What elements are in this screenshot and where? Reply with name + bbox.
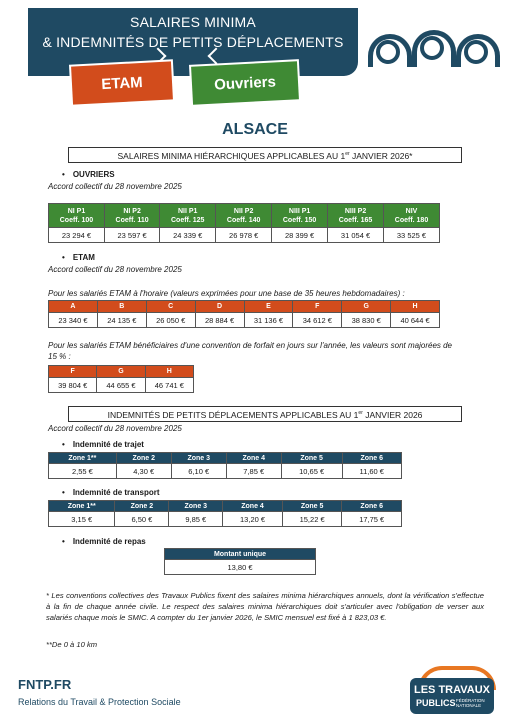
ouvriers-col-header: NII P1 Coeff. 125 [160, 204, 216, 228]
etam-forfait-value: 39 804 € [49, 378, 97, 393]
etam-forfait-value: 44 655 € [97, 378, 145, 393]
footer-subtitle: Relations du Travail & Protection Sociale [18, 697, 181, 707]
ouvriers-table [48, 203, 440, 243]
etam-table [48, 300, 440, 328]
transport-col-header: Zone 3 [169, 501, 223, 512]
etam-value: 31 136 € [244, 313, 293, 328]
tab-ouvriers: Ouvriers [191, 61, 299, 104]
ouvriers-value: 28 399 € [272, 228, 328, 243]
etam-col-header: B [97, 301, 146, 313]
footnote-star: * Les conventions collectives des Travaux Publics fixent des salaires minima hiérarchiques annuels, dont la vérification s'effectue à la fin de chaque année civile. Le respect des salaires minima hiérarchiques doit s'articuler avec l'obligation de verser aux salariés chaque mois le SMIC. A compter du 1er janvier 2026, le SMIC mensuel est fixé à 1 823,03 €. [46, 591, 484, 622]
person-head-icon [376, 40, 400, 64]
logo-text-line3: FÉDÉRATION NATIONALE [456, 698, 485, 708]
trajet-col-header: Zone 5 [281, 453, 342, 464]
trajet-col-header: Zone 1** [49, 453, 117, 464]
trajet-value: 10,65 € [281, 464, 342, 479]
repas-value: 13,80 € [165, 560, 316, 575]
transport-col-header: Zone 6 [342, 501, 402, 512]
etam-value: 40 644 € [391, 313, 440, 328]
trajet-value: 6,10 € [171, 464, 226, 479]
salaires-title-a: SALAIRES MINIMA HIÉRARCHIQUES APPLICABLES AU 1 [117, 150, 346, 161]
etam-forfait-col-header: H [145, 366, 193, 378]
indemnites-title-a: INDEMNITÉS DE PETITS DÉPLACEMENTS APPLICABLES AU 1 [107, 409, 359, 420]
etam-value: 23 340 € [49, 313, 98, 328]
etam-forfait-value-row [49, 378, 194, 393]
etam-value: 34 612 € [293, 313, 342, 328]
transport-value: 17,75 € [342, 512, 402, 527]
ouvriers-col-header: NIV Coeff. 180 [384, 204, 440, 228]
etam-col-header: A [49, 301, 98, 313]
etam-forfait-table [48, 365, 194, 393]
etam-forfait-intro-2: 15 % : [48, 352, 71, 361]
transport-col-header: Zone 4 [223, 501, 283, 512]
etam-forfait-col-header: F [49, 366, 97, 378]
trajet-col-header: Zone 4 [226, 453, 281, 464]
ouvriers-value-row [49, 228, 440, 243]
footer-site-link[interactable]: FNTP.FR [18, 677, 72, 692]
etam-forfait-header-row [49, 366, 194, 378]
ouvriers-value: 33 525 € [384, 228, 440, 243]
trajet-value: 11,60 € [342, 464, 402, 479]
trajet-table [48, 452, 402, 479]
etam-col-header: H [391, 301, 440, 313]
indemnites-title-sup: er [358, 410, 363, 416]
repas-heading: • Indemnité de repas [62, 537, 146, 546]
footnote-zone: **De 0 à 10 km [46, 640, 98, 649]
ouvriers-col-header: NI P2 Coeff. 110 [104, 204, 159, 228]
header-title-line1: SALAIRES MINIMA [130, 14, 256, 30]
ouvriers-accord: Accord collectif du 28 novembre 2025 [48, 182, 182, 191]
etam-col-header: C [146, 301, 195, 313]
etam-value-row [49, 313, 440, 328]
person-head-icon [464, 40, 488, 64]
ouvriers-value: 23 597 € [104, 228, 159, 243]
salaires-title-sup: er [345, 151, 350, 157]
ouvriers-header-row [49, 204, 440, 228]
ouvriers-col-header: NII P2 Coeff. 140 [216, 204, 272, 228]
ouvriers-heading: • OUVRIERS [62, 170, 115, 179]
tab-etam: ETAM [71, 61, 173, 104]
logo-text-line2: PUBLICS [416, 698, 456, 708]
transport-value: 15,22 € [282, 512, 342, 527]
trajet-col-header: Zone 6 [342, 453, 402, 464]
transport-heading: • Indemnité de transport [62, 488, 160, 497]
etam-forfait-intro-1: Pour les salariés ETAM bénéficiaires d'une convention de forfait en jours sur l'année, les valeurs sont majorées de [48, 341, 453, 350]
etam-value: 38 830 € [342, 313, 391, 328]
etam-header-row [49, 301, 440, 313]
ouvriers-col-header: NIII P1 Coeff. 150 [272, 204, 328, 228]
trajet-value: 7,85 € [226, 464, 281, 479]
ouvriers-col-header: NIII P2 Coeff. 165 [328, 204, 384, 228]
transport-value: 9,85 € [169, 512, 223, 527]
ouvriers-value: 23 294 € [49, 228, 105, 243]
indemnites-title-b: JANVIER 2026 [362, 409, 423, 420]
trajet-value-row [49, 464, 402, 479]
etam-col-header: E [244, 301, 293, 313]
transport-value: 13,20 € [223, 512, 283, 527]
indemnites-accord: Accord collectif du 28 novembre 2025 [48, 424, 182, 433]
transport-table [48, 500, 402, 527]
etam-col-header: F [293, 301, 342, 313]
trajet-header-row [49, 453, 402, 464]
etam-forfait-col-header: G [97, 366, 145, 378]
transport-col-header: Zone 1** [49, 501, 115, 512]
person-head-icon [420, 36, 444, 60]
trajet-col-header: Zone 2 [116, 453, 171, 464]
header-title-line2: & INDEMNITÉS DE PETITS DÉPLACEMENTS [42, 34, 344, 50]
ouvriers-value: 31 054 € [328, 228, 384, 243]
etam-heading: • ETAM [62, 253, 95, 262]
transport-header-row [49, 501, 402, 512]
repas-header-row [165, 549, 316, 560]
transport-value-row [49, 512, 402, 527]
etam-intro: Pour les salariés ETAM à l'horaire (valeurs exprimées pour une base de 35 heures hebdomadaires) : [48, 289, 405, 298]
trajet-value: 2,55 € [49, 464, 117, 479]
indemnites-box-title [68, 406, 462, 422]
transport-value: 3,15 € [49, 512, 115, 527]
ouvriers-value: 26 978 € [216, 228, 272, 243]
repas-table [164, 548, 316, 575]
etam-col-header: G [342, 301, 391, 313]
salaires-box-title [68, 147, 462, 163]
ouvriers-value: 24 339 € [160, 228, 216, 243]
trajet-col-header: Zone 3 [171, 453, 226, 464]
etam-forfait-value: 46 741 € [145, 378, 193, 393]
etam-col-header: D [195, 301, 244, 313]
etam-value: 24 135 € [97, 313, 146, 328]
repas-value-row [165, 560, 316, 575]
region-title: ALSACE [222, 121, 288, 138]
trajet-value: 4,30 € [116, 464, 171, 479]
salaires-title-b: JANVIER 2026* [349, 150, 413, 161]
logo-text-line1: LES TRAVAUX [414, 684, 490, 696]
etam-accord: Accord collectif du 28 novembre 2025 [48, 265, 182, 274]
etam-value: 26 050 € [146, 313, 195, 328]
repas-col-header: Montant unique [165, 549, 316, 560]
transport-col-header: Zone 2 [115, 501, 169, 512]
transport-value: 6,50 € [115, 512, 169, 527]
ouvriers-col-header: NI P1 Coeff. 100 [49, 204, 105, 228]
transport-col-header: Zone 5 [282, 501, 342, 512]
etam-value: 28 884 € [195, 313, 244, 328]
trajet-heading: • Indemnité de trajet [62, 440, 144, 449]
